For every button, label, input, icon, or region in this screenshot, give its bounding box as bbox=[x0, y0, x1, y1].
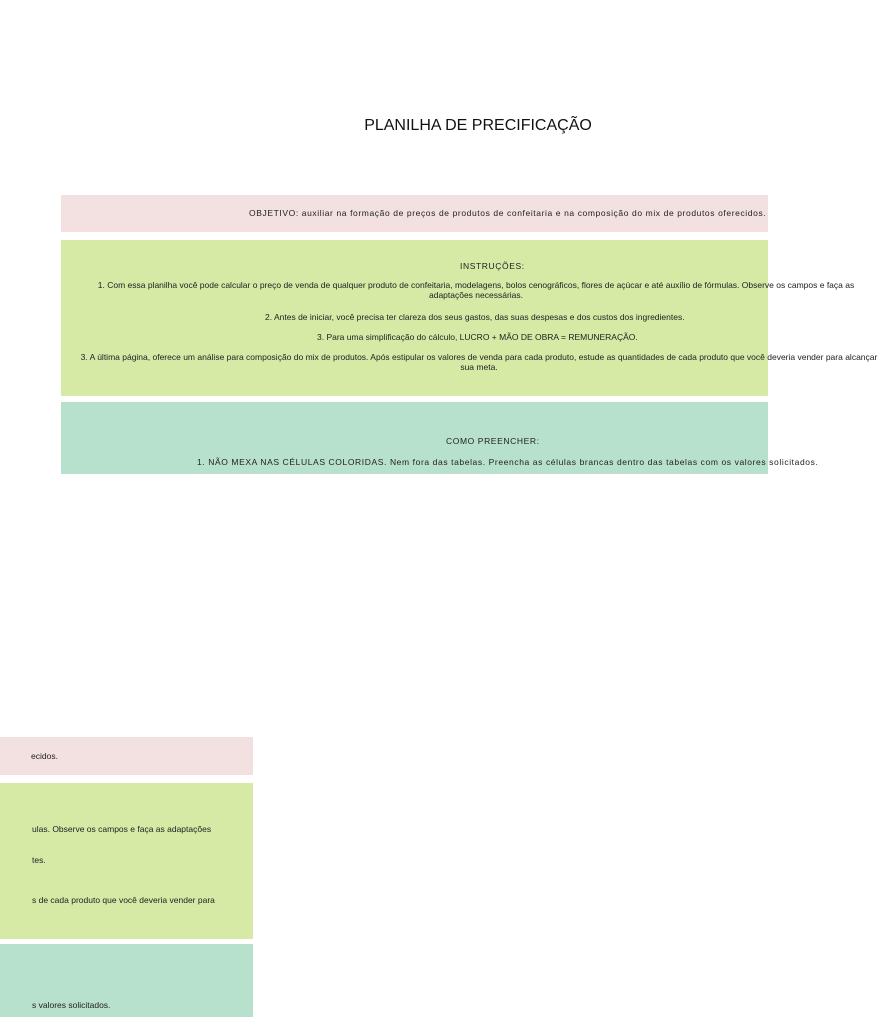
instructions-item-3: 3. Para uma simplificação do cálculo, LUCRO + MÃO DE OBRA = REMUNERAÇÃO. bbox=[317, 332, 638, 342]
objective-band-continuation bbox=[0, 737, 253, 775]
how-to-fill-band-continuation bbox=[0, 944, 253, 1017]
instructions-heading: INSTRUÇÕES: bbox=[460, 261, 525, 271]
how-to-fill-item-1: 1. NÃO MEXA NAS CÉLULAS COLORIDAS. Nem fora das tabelas. Preencha as células brancas dentro das tabelas com os valores solicitados. bbox=[197, 457, 819, 467]
page-title: PLANILHA DE PRECIFICAÇÃO bbox=[364, 117, 592, 134]
how-to-fill-heading: COMO PREENCHER: bbox=[446, 436, 540, 446]
instructions-item-1-tail: ulas. Observe os campos e faça as adaptações bbox=[32, 824, 212, 834]
objective-text-tail: ecidos. bbox=[31, 751, 58, 761]
how-to-fill-item-1-tail: s valores solicitados. bbox=[32, 1000, 111, 1010]
instructions-item-4: 3. A última página, oferece um análise para composição do mix de produtos. Após estipular os valores de venda para cada produto, estude as quantidades de cada produto que você deveria vender para alcançar sua meta. bbox=[80, 352, 878, 372]
instructions-band-continuation bbox=[0, 783, 253, 939]
how-to-fill-band bbox=[61, 402, 819, 474]
instructions-band bbox=[61, 240, 878, 396]
instructions-item-2-tail: tes. bbox=[32, 855, 46, 865]
objective-text: OBJETIVO: auxiliar na formação de preços de produtos de confeitaria e na composição do mix de produtos oferecidos. bbox=[249, 208, 767, 218]
instructions-item-4-tail: s de cada produto que você deveria vender para bbox=[32, 895, 215, 905]
instructions-item-1: 1. Com essa planilha você pode calcular o preço de venda de qualquer produto de confeitaria, modelagens, bolos cenográficos, flores de açúcar e até auxílio de fórmulas. Observe os campos e faça as adaptações necessárias. bbox=[97, 280, 855, 300]
objective-band bbox=[61, 195, 768, 232]
instructions-item-2: 2. Antes de iniciar, você precisa ter clareza dos seus gastos, das suas despesas e dos custos dos ingredientes. bbox=[265, 312, 685, 322]
